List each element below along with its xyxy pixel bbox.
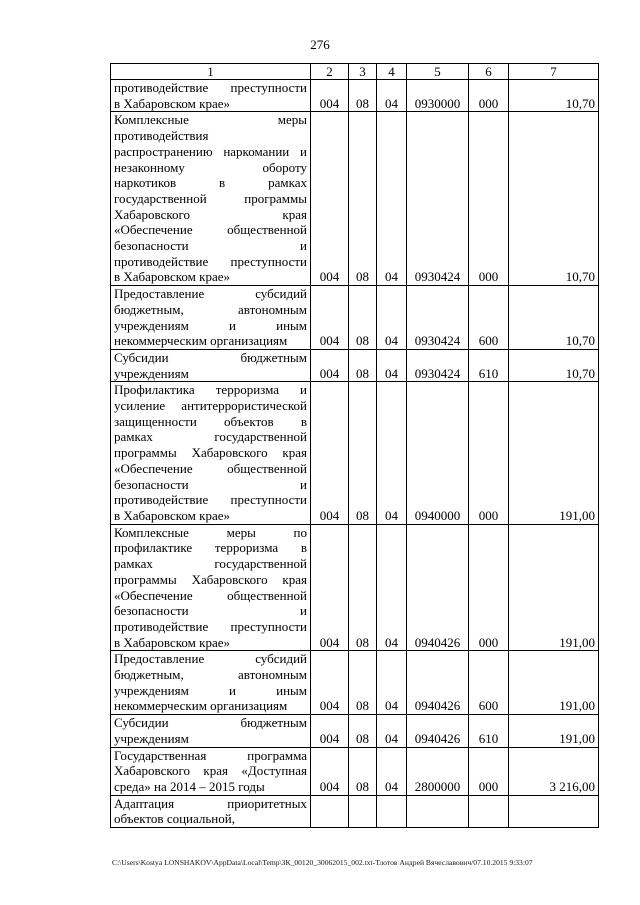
ministry-code-cell — [311, 795, 349, 827]
item-name-line: в Хабаровском крае» — [114, 507, 231, 523]
item-name-line: Комплексные меры по — [114, 524, 307, 540]
table-row — [111, 651, 599, 715]
expense-type-cell: 610 — [469, 349, 509, 381]
section-code-cell: 08 — [349, 747, 377, 795]
item-name-cell — [111, 382, 311, 524]
item-name-line: рамках государственной — [114, 556, 307, 572]
item-name-line: Субсидии бюджетным — [114, 349, 307, 365]
item-name-line: противодействие преступности — [114, 618, 307, 634]
table-row — [111, 382, 599, 524]
budget-table — [110, 63, 599, 828]
file-path-footer: C:\Users\Kostya LONSHAKOV\AppData\Local\Temp\ЗК_00120_30062015_002.txt-Тлотов Андрей Вячеславович/07.10.2015 9:33:07 — [112, 858, 533, 867]
item-name-line: усиление антитеррористической — [114, 398, 307, 414]
amount-cell: 191,00 — [509, 524, 599, 651]
amount-cell — [509, 795, 599, 827]
header-cell: 2 — [311, 64, 349, 80]
header-cell: 3 — [349, 64, 377, 80]
ministry-code-cell: 004 — [311, 651, 349, 715]
ministry-code-cell: 004 — [311, 112, 349, 286]
section-code-cell: 08 — [349, 286, 377, 350]
item-name-line: объектов социальной, — [114, 811, 235, 827]
item-name-line: противодействие преступности — [114, 80, 307, 95]
item-name-cell — [111, 715, 311, 747]
subsection-code-cell: 04 — [377, 349, 407, 381]
expense-type-cell — [469, 795, 509, 827]
subsection-code-cell: 04 — [377, 651, 407, 715]
table-row — [111, 80, 599, 112]
subsection-code-cell: 04 — [377, 286, 407, 350]
target-article-cell: 0930424 — [407, 349, 469, 381]
item-name-cell — [111, 524, 311, 651]
section-code-cell — [349, 795, 377, 827]
ministry-code-cell: 004 — [311, 715, 349, 747]
item-name-line: рамках государственной — [114, 429, 307, 445]
item-name-line: наркотиков в рамках — [114, 175, 307, 191]
table-row — [111, 349, 599, 381]
subsection-code-cell: 04 — [377, 382, 407, 524]
item-name-line: бюджетным, автономным — [114, 301, 307, 317]
target-article-cell: 0940426 — [407, 651, 469, 715]
amount-cell: 10,70 — [509, 112, 599, 286]
subsection-code-cell: 04 — [377, 747, 407, 795]
item-name-line: профилактике терроризма в — [114, 540, 307, 556]
item-name-line: некоммерческим организациям — [114, 333, 288, 349]
section-code-cell: 08 — [349, 524, 377, 651]
expense-type-cell: 000 — [469, 524, 509, 651]
subsection-code-cell: 04 — [377, 112, 407, 286]
item-name-line: распространению наркомании и — [114, 143, 307, 159]
page-number: 276 — [310, 37, 330, 52]
subsection-code-cell: 04 — [377, 80, 407, 112]
table-row — [111, 795, 599, 827]
amount-cell: 10,70 — [509, 349, 599, 381]
expense-type-cell: 000 — [469, 80, 509, 112]
expense-type-cell: 610 — [469, 715, 509, 747]
target-article-cell: 2800000 — [407, 747, 469, 795]
table-row — [111, 747, 599, 795]
expense-type-cell: 000 — [469, 382, 509, 524]
item-name-cell — [111, 80, 311, 112]
item-name-line: Хабаровского края «Доступная — [114, 763, 307, 779]
target-article-cell: 0940426 — [407, 524, 469, 651]
ministry-code-cell: 004 — [311, 286, 349, 350]
item-name-line: государственной программы — [114, 190, 307, 206]
item-name-line: безопасности и — [114, 603, 307, 619]
amount-cell: 10,70 — [509, 80, 599, 112]
item-name-line: противодействия — [114, 128, 209, 144]
amount-cell: 3 216,00 — [509, 747, 599, 795]
item-name-cell — [111, 112, 311, 286]
target-article-cell: 0940426 — [407, 715, 469, 747]
header-cell: 1 — [111, 64, 311, 80]
item-name-line: Государственная программа — [114, 747, 307, 763]
item-name-line: Предоставление субсидий — [114, 286, 307, 302]
item-name-line: «Обеспечение общественной — [114, 460, 307, 476]
expense-type-cell: 000 — [469, 747, 509, 795]
item-name-line: противодействие преступности — [114, 253, 307, 269]
subsection-code-cell: 04 — [377, 715, 407, 747]
table-row — [111, 286, 599, 350]
section-code-cell: 08 — [349, 651, 377, 715]
table-header-row — [111, 64, 599, 80]
item-name-cell — [111, 349, 311, 381]
item-name-line: учреждениям и иным — [114, 317, 307, 333]
item-name-line: Комплексные меры — [114, 112, 307, 128]
item-name-line: среда» на 2014 – 2015 годы — [114, 778, 265, 794]
item-name-line: «Обеспечение общественной — [114, 222, 307, 238]
item-name-line: Профилактика терроризма и — [114, 382, 307, 398]
item-name-line: программы Хабаровского края — [114, 571, 307, 587]
table-row — [111, 715, 599, 747]
item-name-cell — [111, 286, 311, 350]
ministry-code-cell: 004 — [311, 524, 349, 651]
amount-cell: 191,00 — [509, 651, 599, 715]
section-code-cell: 08 — [349, 715, 377, 747]
item-name-line: учреждениям и иным — [114, 682, 307, 698]
item-name-cell — [111, 651, 311, 715]
header-cell: 7 — [509, 64, 599, 80]
item-name-line: противодействие преступности — [114, 492, 307, 508]
expense-type-cell: 000 — [469, 112, 509, 286]
ministry-code-cell: 004 — [311, 349, 349, 381]
amount-cell: 10,70 — [509, 286, 599, 350]
item-name-line: Адаптация приоритетных — [114, 795, 307, 811]
target-article-cell: 0930424 — [407, 112, 469, 286]
ministry-code-cell: 004 — [311, 382, 349, 524]
item-name-line: в Хабаровском крае» — [114, 634, 231, 650]
expense-type-cell: 600 — [469, 286, 509, 350]
header-cell: 5 — [407, 64, 469, 80]
target-article-cell: 0940000 — [407, 382, 469, 524]
target-article-cell: 0930424 — [407, 286, 469, 350]
item-name-line: в Хабаровском крае» — [114, 269, 231, 285]
item-name-line: Субсидии бюджетным — [114, 715, 307, 731]
section-code-cell: 08 — [349, 349, 377, 381]
item-name-line: безопасности и — [114, 238, 307, 254]
item-name-cell — [111, 747, 311, 795]
amount-cell: 191,00 — [509, 715, 599, 747]
item-name-line: учреждениям — [114, 730, 189, 746]
item-name-line: программы Хабаровского края — [114, 445, 307, 461]
ministry-code-cell: 004 — [311, 747, 349, 795]
target-article-cell: 0930000 — [407, 80, 469, 112]
item-name-line: бюджетным, автономным — [114, 667, 307, 683]
table-row — [111, 112, 599, 286]
item-name-line: учреждениям — [114, 365, 189, 381]
item-name-line: безопасности и — [114, 476, 307, 492]
section-code-cell: 08 — [349, 382, 377, 524]
item-name-line: в Хабаровском крае» — [114, 95, 231, 111]
target-article-cell — [407, 795, 469, 827]
expense-type-cell: 600 — [469, 651, 509, 715]
item-name-line: защищенности объектов в — [114, 413, 307, 429]
table-row — [111, 524, 599, 651]
subsection-code-cell — [377, 795, 407, 827]
item-name-cell — [111, 795, 311, 827]
item-name-line: Хабаровского края — [114, 206, 307, 222]
amount-cell: 191,00 — [509, 382, 599, 524]
header-cell: 4 — [377, 64, 407, 80]
ministry-code-cell: 004 — [311, 80, 349, 112]
section-code-cell: 08 — [349, 80, 377, 112]
section-code-cell: 08 — [349, 112, 377, 286]
item-name-line: «Обеспечение общественной — [114, 587, 307, 603]
subsection-code-cell: 04 — [377, 524, 407, 651]
header-cell: 6 — [469, 64, 509, 80]
item-name-line: Предоставление субсидий — [114, 651, 307, 667]
item-name-line: некоммерческим организациям — [114, 698, 288, 714]
item-name-line: незаконному обороту — [114, 159, 307, 175]
